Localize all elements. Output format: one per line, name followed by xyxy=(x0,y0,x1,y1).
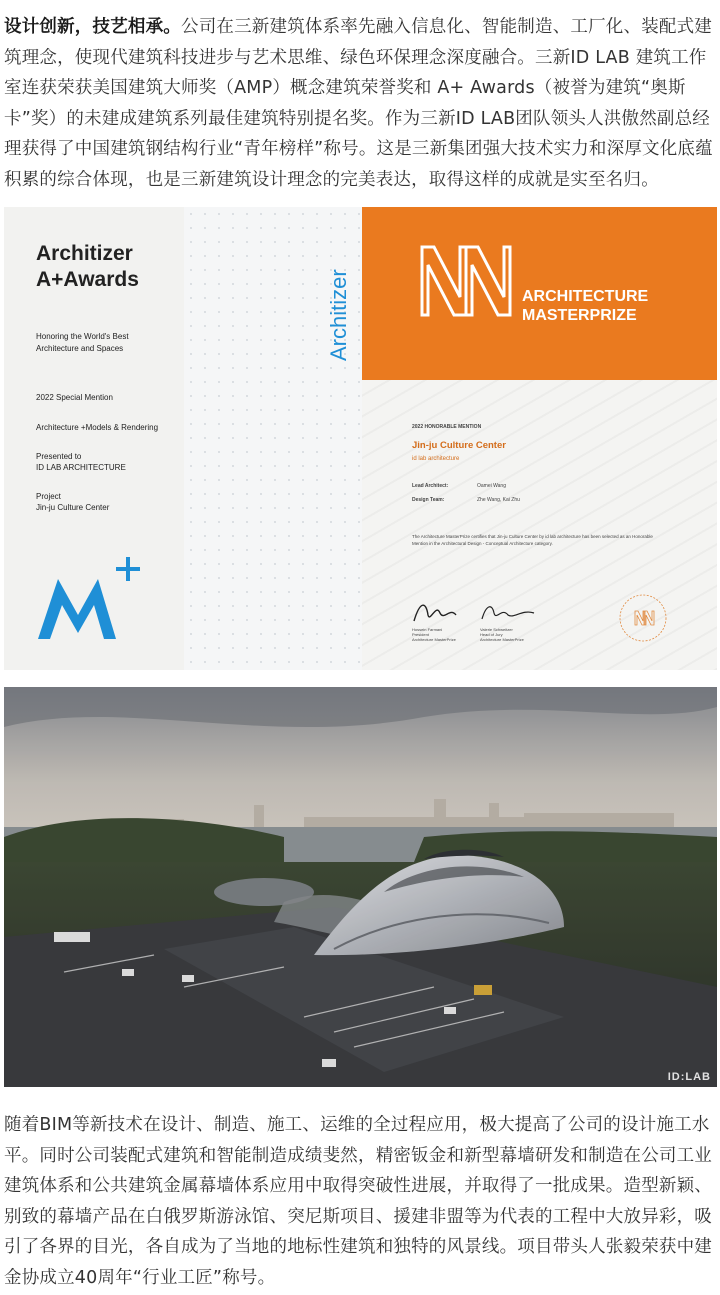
amp-team-value: Zhe Wang, Kai Zhu xyxy=(477,497,520,503)
aplus-logo-icon xyxy=(34,557,144,643)
body-paragraph: 随着BIM等新技术在设计、制造、施工、运维的全过程应用，极大提高了公司的设计施工水平。同时公司装配式建筑和智能制造成绩斐然，精密钣金和新型幕墙研发和制造在公司工业建筑体系和公共建筑金属幕墙体系应用中取得突破性进展，并取得了一批成果。造型新颖、别致的幕墙产品在白俄罗斯游泳馆、突尼斯项目、援建非盟等为代表的工程中大放异彩，吸引了各界的目光，各自成为了当地的地标性建筑和独特的风景线。项目带头人张毅荣获中建金协成立40周年“行业工匠”称号。 xyxy=(4,1115,712,1288)
amp-seal-icon xyxy=(618,593,668,643)
amp-lead-value: Oamei Wang xyxy=(477,483,506,489)
amp-honorable-mention: 2022 HONORABLE MENTION xyxy=(412,424,482,430)
intro-body: 公司在三新建筑体系率先融入信息化、智能制造、工厂化、装配式建筑理念，使现代建筑科技进步与艺术思维、绿色环保理念深度融合。三新ID LAB 建筑工作室连获荣获美国建筑大师奖（AMP）概念建筑荣誉奖和 A+ Awards（被誉为建筑“奥斯卡”奖）的未建成建筑系列最佳建筑特别提名奖。作为三新ID LAB团队领头人洪傲然副总经理获得了中国建筑钢结构行业“青年榜样”称号。这是三新集团强大技术实力和深厚文化底蕴积累的综合体现，也是三新建筑设计理念的完美表达，取得这样的成就是实至名归。 xyxy=(4,17,713,190)
amp-certificate xyxy=(362,207,717,670)
signer-one: Hossein Farmani President Architecture MasterPrize xyxy=(412,627,456,642)
aplus-presented-to: Presented to ID LAB ARCHITECTURE xyxy=(36,452,126,472)
aplus-title: Architizer A+Awards xyxy=(36,242,139,291)
amp-brand-name: ARCHITECTURE MASTERPRIZE xyxy=(522,288,649,324)
aplus-category: Architecture +Models & Rendering xyxy=(36,423,159,432)
building-rendering-image xyxy=(4,687,717,1087)
amp-lead-label: Lead Architect: xyxy=(412,483,449,489)
amp-project: Jin-ju Culture Center xyxy=(412,440,506,451)
amp-header-band xyxy=(362,207,717,380)
intro-lead: 设计创新，技艺相承。 xyxy=(4,17,181,37)
architizer-vertical-logo xyxy=(322,245,352,365)
amp-team-label: Design Team: xyxy=(412,497,445,503)
architizer-vertical-text: Architizer xyxy=(326,269,351,361)
awards-certificates-image xyxy=(4,207,717,670)
amp-certification-text: The Architecture MasterPrize certifies that Jin-ju Culture Center by id lab architecture has been selected as an Honorable Mention in the Architectural Design - Conceptual Architecture category. xyxy=(412,534,653,546)
aplus-year: 2022 Special Mention xyxy=(36,393,113,402)
rendering-scene xyxy=(4,687,717,1087)
amp-firm: id lab architecture xyxy=(412,456,460,462)
signatures-icon xyxy=(410,597,560,627)
aplus-project: Project Jin-ju Culture Center xyxy=(36,492,110,512)
amp-logo-icon xyxy=(420,245,512,317)
intro-paragraph xyxy=(4,12,716,195)
idlab-watermark: ID:LAB xyxy=(667,1071,711,1083)
signer-two: Valerie Schweitzer Head of Jury Architecture MasterPrize xyxy=(480,627,524,642)
aplus-honoring: Honoring the World's Best Architecture and Spaces xyxy=(36,332,129,353)
aplus-certificate xyxy=(4,207,184,670)
